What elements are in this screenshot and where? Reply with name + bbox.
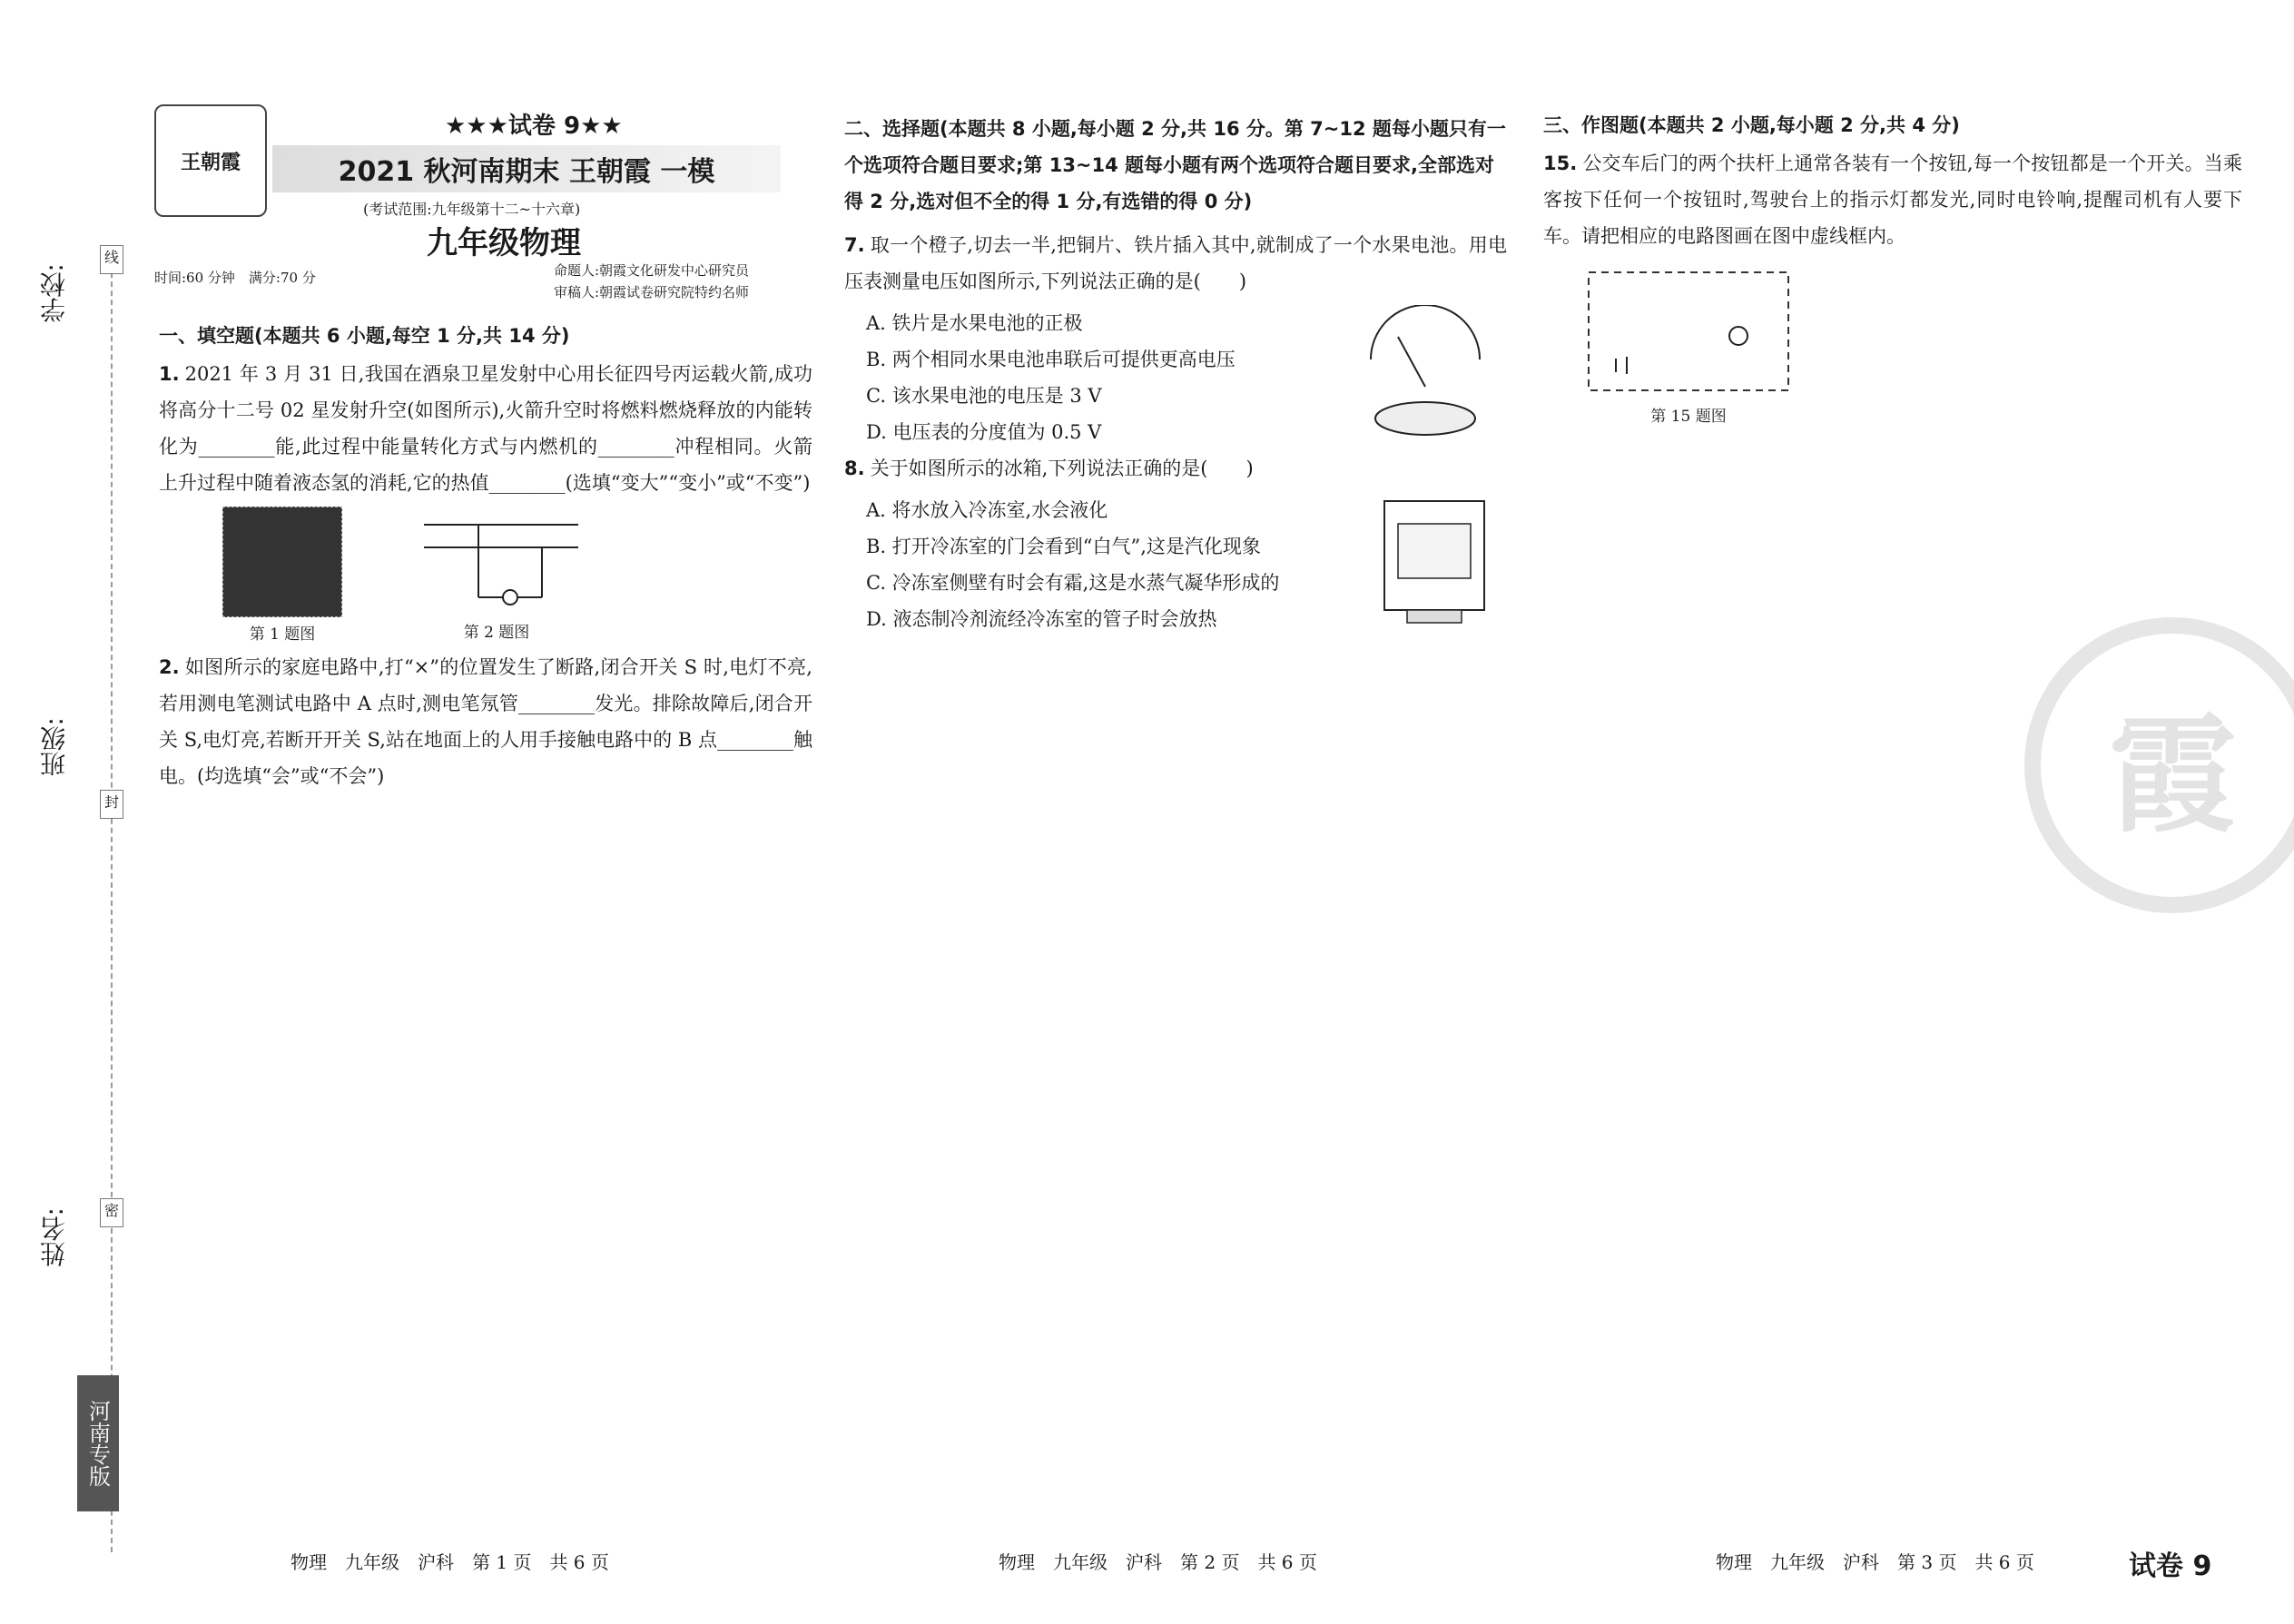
option-a: A. 将水放入冷冻室,水会液化 [866,499,1108,521]
option-c: C. 该水果电池的电压是 3 V [866,385,1102,407]
option-d: D. 电压表的分度值为 0.5 V [866,421,1102,443]
rocket-photo [222,507,342,617]
name-label: 姓名: [39,1207,69,1267]
section-multiple-choice: 二、选择题(本题共 8 小题,每小题 2 分,共 16 分。第 7~12 题每小题只有一个选项符合题目要求;第 13~14 题每小题有两个选项符合题目要求,全部选对得 2 分,选对但不全的得 1 分,有选错的得 0 分) [844,118,1506,212]
circuit-diagram [406,507,587,615]
question-1 [159,356,812,501]
question-2 [159,649,812,794]
question-text: 公交车后门的两个扶杆上通常各装有一个按钮,每一个按钮都是一个开关。当乘客按下任何一个按钮时,驾驶台上的指示灯都发光,同时电铃响,提醒司机有人要下车。请把相应的电路图画在图中虚线框内。 [1543,153,2242,247]
figure-caption: 第 15 题图 [1650,408,1727,426]
paper-tag: 试卷 9 [2129,1550,2212,1582]
cut-line [111,245,113,1552]
exam-title: 2021 秋河南期末 王朝霞 一模 [272,145,781,192]
option-b: B. 两个相同水果电池串联后可提供更高电压 [866,349,1236,370]
figure-caption: 第 1 题图 [249,625,316,644]
cut-mark-seal: 封 [100,790,123,819]
figures-1-2 [222,507,812,644]
figure-1 [222,507,342,644]
exam-header [154,91,817,300]
class-label: 班级: [39,717,69,777]
paper-number: ★★★试卷 9★★ [445,113,623,140]
section-fill-blank: 一、填空题(本题共 6 小题,每空 1 分,共 14 分) [159,325,570,347]
q7-options [844,305,1344,450]
figure-15 [1580,263,2242,426]
q8-body [844,492,1507,637]
region-badge: 河南专版 [77,1375,119,1511]
question-7 [844,227,1507,300]
column-3 [1543,98,2242,426]
dashed-answer-box [1580,263,1797,399]
cut-mark-line: 线 [100,245,123,274]
exam-subject: 九年级物理 [427,225,581,261]
section-drawing: 三、作图题(本题共 2 小题,每小题 2 分,共 4 分) [1543,114,1960,136]
cut-mark-secret: 密 [100,1198,123,1227]
publisher-watermark: 霞 [2024,617,2294,913]
figure-caption: 第 2 题图 [463,624,530,642]
option-c: C. 冷冻室侧壁有时会有霜,这是水蒸气凝华形成的 [866,572,1280,594]
figure-2 [406,507,587,644]
question-text: 如图所示的家庭电路中,打“×”的位置发生了断路,闭合开关 S 时,电灯不亮,若用测电笔测试电路中 A 点时,测电笔氖管________发光。排除故障后,闭合开关 S,电灯亮,若断开开关 S,站在地面上的人用手接触电路中的 B 点________触电。(均选填“会”或“不会”) [159,656,812,787]
question-8 [844,450,1507,487]
option-b: B. 打开冷冻室的门会看到“白气”,这是汽化现象 [866,536,1261,557]
footer-page-3: 物理 九年级 沪科 第 3 页 共 6 页 [1716,1551,2034,1573]
question-text: 2021 年 3 月 31 日,我国在酒泉卫星发射中心用长征四号丙运载火箭,成功将高分十二号 02 星发射升空(如图所示),火箭升空时将燃料燃烧释放的内能转化为________能,此过程中能量转化方式与内燃机的________冲程相同。火箭上升过程中随着液态氢的消耗,它的热值________(选填“变大”“变小”或“不变”) [159,363,812,494]
time-score: 时间:60 分钟 满分:70 分 [154,270,316,286]
question-number: 15. [1543,153,1578,174]
footer-page-1: 物理 九年级 沪科 第 1 页 共 6 页 [290,1551,609,1573]
column-1 [159,309,812,800]
binding-strip [0,245,145,1552]
publisher-crest [154,104,267,217]
footer-page-2: 物理 九年级 沪科 第 2 页 共 6 页 [999,1551,1317,1573]
column-2 [844,98,1507,637]
reviewer: 审稿人:朝霞试卷研究院特约名师 [554,284,750,300]
question-text: 取一个橙子,切去一半,把铜片、铁片插入其中,就制成了一个水果电池。用电压表测量电压如图所示,下列说法正确的是( ) [844,234,1507,292]
q7-body [844,305,1507,450]
question-number: 8. [844,458,865,479]
setter: 命题人:朝霞文化研发中心研究员 [554,262,750,279]
exam-scope: (考试范围:九年级第十二~十六章) [363,201,581,218]
voltmeter-fruit-diagram [1344,305,1507,441]
credits [554,260,749,303]
question-number: 1. [159,363,180,385]
q8-options [844,492,1371,637]
option-a: A. 铁片是水果电池的正极 [866,312,1083,334]
crest-text: 王朝霞 [180,150,241,174]
school-label: 学校: [39,263,69,323]
question-number: 7. [844,234,865,256]
question-number: 2. [159,656,180,678]
refrigerator-diagram [1371,492,1507,628]
question-text: 关于如图所示的冰箱,下列说法正确的是( ) [870,458,1254,479]
option-d: D. 液态制冷剂流经冷冻室的管子时会放热 [866,608,1217,630]
question-15 [1543,145,2242,254]
